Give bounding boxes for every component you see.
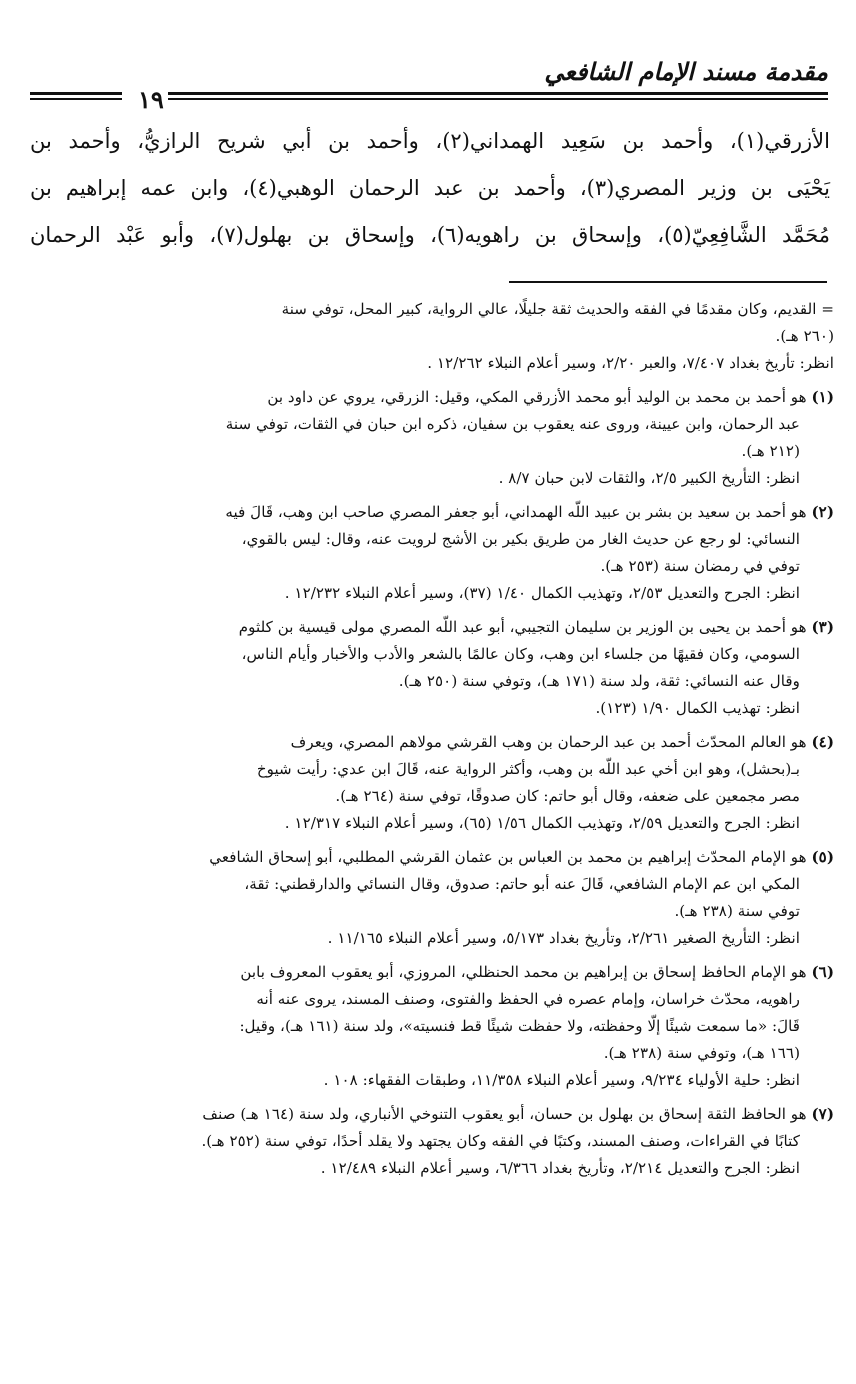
footnote-line [22, 1067, 834, 1094]
footnote-line [22, 580, 834, 607]
header-rule-left-top [30, 92, 122, 95]
footnote-line [22, 1155, 834, 1182]
footnote-text: انظر: الجرح والتعديل ٢/٥٩، وتهذيب الكمال ١/٥٦ (٦٥)، وسير أعلام النبلاء ١٢/٣١٧ . [284, 814, 800, 832]
footnote-text: هو أحمد بن سعيد بن بشر بن عبيد اللّه الهمداني، أبو جعفر المصري صاحب ابن وهب، قَالَ فيه [225, 503, 807, 521]
footnote-line [22, 411, 834, 438]
main-text-line: يَحْيَى بن وزير المصري(٣)، وأحمد بن عبد الرحمان الوهبي(٤)، وابن عمه إبراهيم بن [30, 176, 830, 200]
footnote-separator [509, 281, 827, 283]
footnote-text: انظر: تأريخ بغداد ٧/٤٠٧، والعبر ٢/٢٠، وسير أعلام النبلاء ١٢/٢٦٢ . [427, 354, 834, 372]
footnote-text: (١٦٦ هـ)، وتوفي سنة (٢٣٨ هـ). [603, 1044, 800, 1062]
footnote-number: (٣) [811, 618, 834, 636]
footnote-number: (٤) [811, 733, 834, 751]
main-text-line: الأزرقي(١)، وأحمد بن سَعِيد الهمداني(٢)، وأحمد بن أبي شريح الرازيُّ، وأحمد بن [30, 129, 830, 153]
footnote [22, 1101, 834, 1182]
footnote [22, 729, 834, 837]
footnote-line [22, 898, 834, 925]
footnote-text: (٢١٢ هـ). [741, 442, 800, 460]
main-text [30, 118, 830, 259]
footnote-text: هو الإمام المحدّث إبراهيم بن محمد بن العباس بن عثمان القرشي المطلبي، أبو إسحاق الشافعي [209, 848, 807, 866]
header-rule-left-bottom [30, 98, 122, 100]
footnote-line [22, 438, 834, 465]
footnote-line [22, 1040, 834, 1067]
footnote-text: (٢٦٠ هـ). [775, 327, 834, 345]
footnote-line [22, 810, 834, 837]
footnote-text: المكي ابن عم الإمام الشافعي، قَالَ عنه أبو حاتم: صدوق، وقال النسائي والدارقطني: ثقة، [244, 875, 800, 893]
footnote-text: هو العالم المحدّث أحمد بن عبد الرحمان بن وهب القرشي مولاهم المصري، ويعرف [290, 733, 807, 751]
footnote-text: راهويه، محدّث خراسان، وإمام عصره في الحفظ والفتوى، وصنف المسند، يروى عنه أنه [256, 990, 800, 1008]
footnote-line [22, 1013, 834, 1040]
footnote-text: هو أحمد بن يحيى بن الوزير بن سليمان التجيبي، أبو عبد اللّه المصري مولى قيسية بن كلثوم [238, 618, 807, 636]
footnote-text: هو الإمام الحافظ إسحاق بن إبراهيم بن محمد الحنظلي، المروزي، أبو يعقوب المعروف بابن [240, 963, 807, 981]
footnote-line [22, 871, 834, 898]
footnote [22, 384, 834, 492]
footnote-line [22, 844, 834, 871]
footnote-text: = القديم، وكان مقدمًا في الفقه والحديث ثقة جليلًا، عالي الرواية، كبير المحل، توفي سنة [281, 300, 834, 318]
page-header [28, 52, 828, 112]
footnote-text: وقال عنه النسائي: ثقة، ولد سنة (١٧١ هـ)، وتوفي سنة (٢٥٠ هـ). [398, 672, 800, 690]
footnote-text: انظر: التأريخ الكبير ٢/٥، والثقات لابن حبان ٨/٧ . [498, 469, 800, 487]
running-title: مقدمة مسند الإمام الشافعي [544, 57, 828, 86]
footnote-text: انظر: الجرح والتعديل ٢/٥٣، وتهذيب الكمال ١/٤٠ (٣٧)، وسير أعلام النبلاء ١٢/٢٣٢ . [284, 584, 800, 602]
footnote-line [22, 1128, 834, 1155]
footnote [22, 296, 834, 377]
footnote-number: (١) [811, 388, 834, 406]
footnote-text: انظر: الجرح والتعديل ٢/٢١٤، وتأريخ بغداد ٦/٣٦٦، وسير أعلام النبلاء ١٢/٤٨٩ . [320, 1159, 800, 1177]
page-number: ١٩ [138, 85, 164, 114]
footnote-number: (٦) [811, 963, 834, 981]
footnote-line [22, 925, 834, 952]
footnote-text: بـ(بحشل)، وهو ابن أخي عبد اللّه بن وهب، وأكثر الرواية عنه، قَالَ ابن عدي: رأيت شيوخ [256, 760, 800, 778]
footnotes [22, 296, 834, 1189]
footnote-number: (٧) [811, 1105, 834, 1123]
footnote-text: هو الحافظ الثقة إسحاق بن بهلول بن حسان، أبو يعقوب التنوخي الأنباري، ولد سنة (١٦٤ هـ) صنف [202, 1105, 807, 1123]
footnote-line [22, 465, 834, 492]
footnote-line [22, 668, 834, 695]
footnote-line [22, 384, 834, 411]
main-text-line: مُحَمَّد الشَّافِعِيّ(٥)، وإسحاق بن راهويه(٦)، وإسحاق بن بهلول(٧)، وأبو عَبْد الرحمان [30, 223, 831, 247]
footnote-text: عبد الرحمان، وابن عيينة، وروى عنه يعقوب بن سفيان، ذكره ابن حبان في الثقات، توفي سنة [225, 415, 800, 433]
footnote-line [22, 350, 834, 377]
footnote-line [22, 526, 834, 553]
footnote-text: انظر: تهذيب الكمال ١/٩٠ (١٢٣). [595, 699, 800, 717]
footnote-line [22, 695, 834, 722]
footnote-line [22, 756, 834, 783]
footnote-line [22, 783, 834, 810]
header-rule-right-top [168, 92, 828, 95]
footnote-line [22, 296, 834, 323]
header-rule-right-bottom [168, 98, 828, 100]
footnote-line [22, 499, 834, 526]
footnote-text: النسائي: لو رجع عن حديث الغار من طريق بكير بن الأشج لرويت عنه، وقال: ليس بالقوي، [241, 530, 800, 548]
footnote-line [22, 641, 834, 668]
footnote-line [22, 323, 834, 350]
footnote [22, 614, 834, 722]
footnote-text: كتابًا في القراءات، وصنف المسند، وكتبًا في الفقه وكان يجتهد ولا يقلد أحدًا، توفي سنة (٢٥٢ هـ). [201, 1132, 800, 1150]
footnote-line [22, 1101, 834, 1128]
footnote-line [22, 959, 834, 986]
footnote-number: (٢) [811, 503, 834, 521]
footnote-line [22, 553, 834, 580]
footnote-text: قَالَ: «ما سمعت شيئًا إلّا وحفظته، ولا حفظت شيئًا قط فنسيته»، ولد سنة (١٦١ هـ)، وقيل: [239, 1017, 800, 1035]
footnote-line [22, 986, 834, 1013]
footnote-text: السومي، وكان فقيهًا من جلساء ابن وهب، وكان عالمًا بالشعر والأدب والأخبار وأيام الناس، [241, 645, 800, 663]
footnote-line [22, 729, 834, 756]
footnote-text: توفي سنة (٢٣٨ هـ). [674, 902, 800, 920]
footnote-number: (٥) [811, 848, 834, 866]
footnote-text: انظر: التأريخ الصغير ٢/٢٦١، وتأريخ بغداد ٥/١٧٣، وسير أعلام النبلاء ١١/١٦٥ . [327, 929, 800, 947]
footnote [22, 499, 834, 607]
footnote-text: مصر مجمعين على ضعفه، وقال أبو حاتم: كان صدوقًا، توفي سنة (٢٦٤ هـ). [335, 787, 800, 805]
footnote [22, 844, 834, 952]
footnote-text: انظر: حلية الأولياء ٩/٢٣٤، وسير أعلام النبلاء ١١/٣٥٨، وطبقات الفقهاء: ١٠٨ . [323, 1071, 800, 1089]
footnote-line [22, 614, 834, 641]
footnote [22, 959, 834, 1094]
footnote-text: هو أحمد بن محمد بن الوليد أبو محمد الأزرقي المكي، وقيل: الزرقي، يروي عن داود بن [267, 388, 807, 406]
footnote-text: توفي في رمضان سنة (٢٥٣ هـ). [600, 557, 800, 575]
